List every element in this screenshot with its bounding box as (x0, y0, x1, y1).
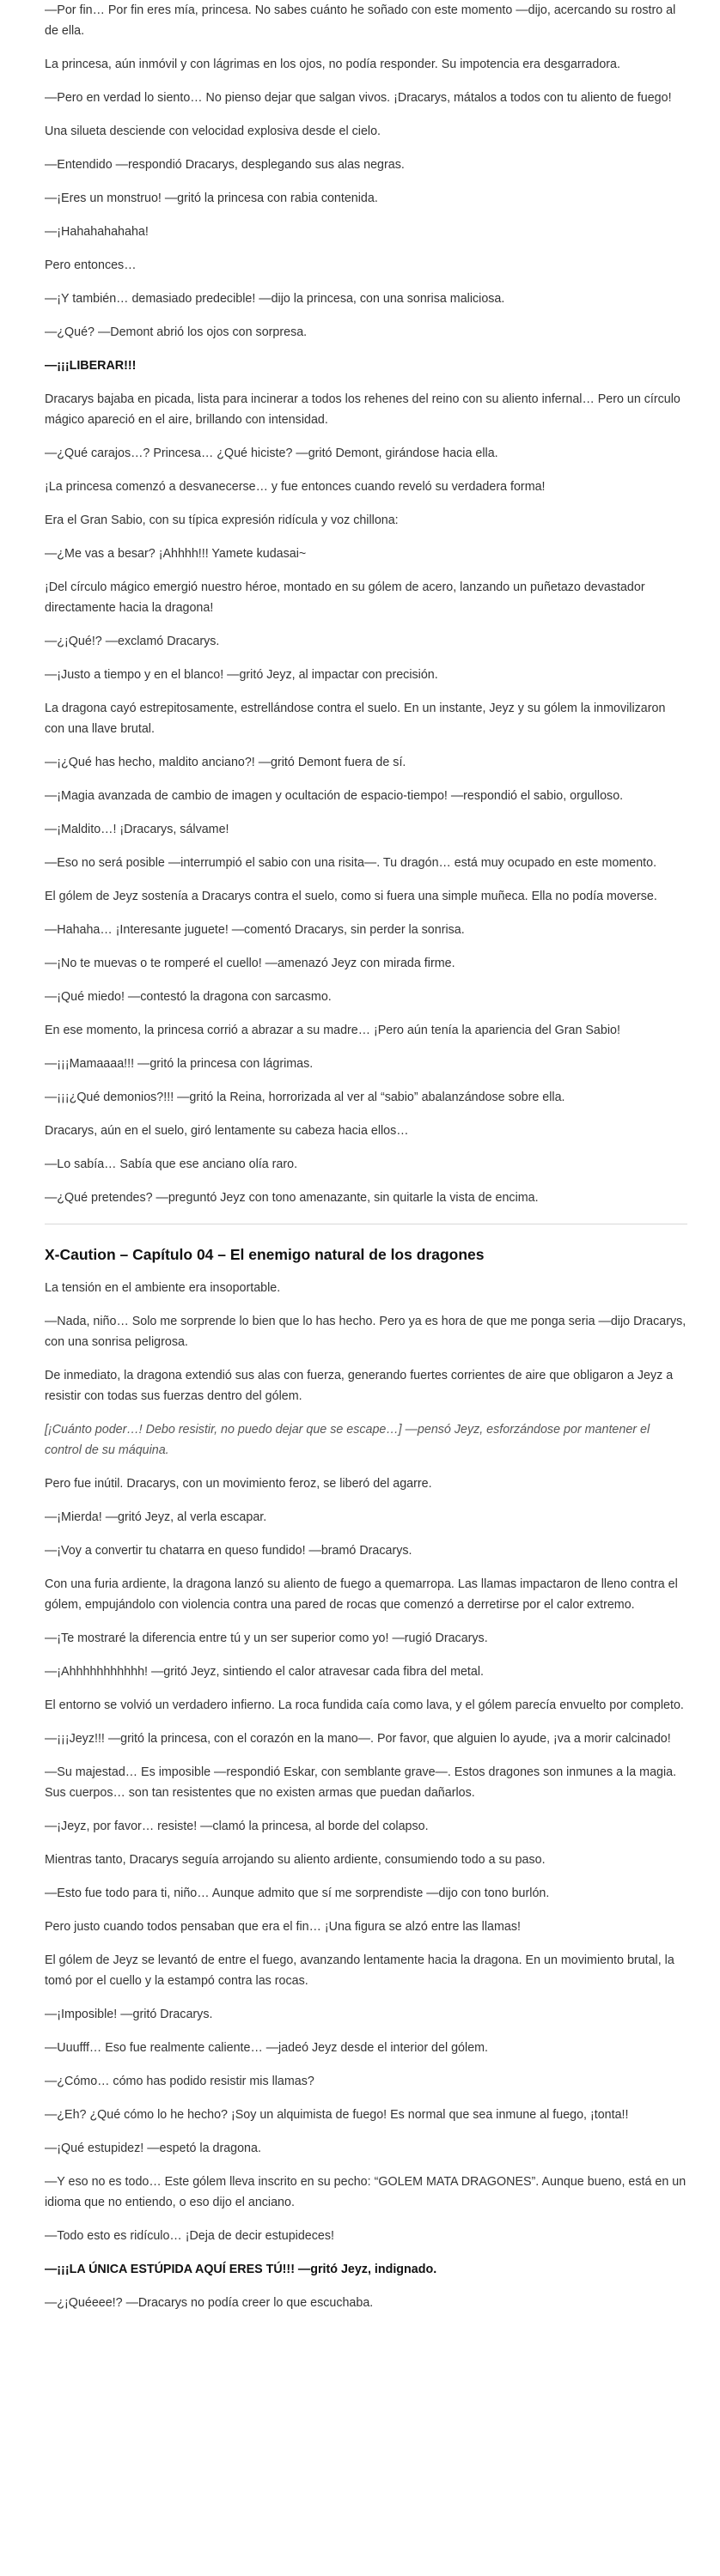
story-paragraph: —Entendido —respondió Dracarys, desplegando sus alas negras. (45, 158, 405, 172)
story-paragraph: —Hahaha… ¡Interesante juguete! —comentó Dracarys, sin perder la sonrisa. (45, 923, 465, 937)
story-paragraph: —¡¡¡¿Qué demonios?!!! —gritó la Reina, horrorizada al ver al “sabio” abalanzándose sobre ella. (45, 1091, 565, 1104)
story-paragraph: —Uuufff… Eso fue realmente caliente… —jadeó Jeyz desde el interior del gólem. (45, 2041, 489, 2055)
story-paragraph: —¡No te muevas o te romperé el cuello! —amenazó Jeyz con mirada firme. (45, 957, 455, 970)
story-paragraph: —Su majestad… Es imposible —respondió Eskar, con semblante grave—. Estos dragones son inmunes a la magia. Sus cuerpos… son tan resistentes que no existen armas que puedan dañarlos. (45, 1765, 677, 1800)
story-paragraph: —¡Imposible! —gritó Dracarys. (45, 2008, 213, 2021)
story-paragraph: —¡Maldito…! ¡Dracarys, sálvame! (45, 823, 229, 836)
story-paragraph: El gólem de Jeyz se levantó de entre el fuego, avanzando lentamente hacia la dragona. En un movimiento brutal, la tomó por el cuello y la estampó contra las rocas. (45, 1953, 674, 1988)
story-paragraph: La princesa, aún inmóvil y con lágrimas en los ojos, no podía responder. Su impotencia era desgarradora. (45, 58, 620, 71)
story-paragraph: —¡Voy a convertir tu chatarra en queso fundido! —bramó Dracarys. (45, 1544, 412, 1558)
story-paragraph: —Por fin… Por fin eres mía, princesa. No sabes cuánto he soñado con este momento —dijo, acercando su rostro al de ella. (45, 3, 676, 38)
story-paragraph: —¿Cómo… cómo has podido resistir mis llamas? (45, 2075, 314, 2088)
story-paragraph: —Nada, niño… Solo me sorprende lo bien que lo has hecho. Pero ya es hora de que me ponga seria —dijo Dracarys, con una sonrisa peligrosa. (45, 1315, 686, 1349)
story-paragraph: —¡Jeyz, por favor… resiste! —clamó la princesa, al borde del colapso. (45, 1820, 429, 1833)
story-paragraph: —¡¡¡Jeyz!!! —gritó la princesa, con el corazón en la mano—. Por favor, que alguien lo ayude, ¡va a morir calcinado! (45, 1732, 671, 1746)
article-body (45, 0, 687, 2326)
story-paragraph: —¿Qué carajos…? Princesa… ¿Qué hiciste? —gritó Demont, girándose hacia ella. (45, 447, 498, 460)
story-paragraph: —¡¡¡LIBERAR!!! (45, 359, 137, 373)
story-paragraph: De inmediato, la dragona extendió sus alas con fuerza, generando fuertes corrientes de aire que obligaron a Jeyz a resistir con todas sus fuerzas dentro del gólem. (45, 1369, 674, 1403)
story-paragraph: —¿¡Qué!? —exclamó Dracarys. (45, 635, 220, 648)
story-paragraph: Pero fue inútil. Dracarys, con un movimiento feroz, se liberó del agarre. (45, 1477, 432, 1491)
story-paragraph: ¡La princesa comenzó a desvanecerse… y fue entonces cuando reveló su verdadera forma! (45, 480, 546, 494)
story-paragraph: —¡Y también… demasiado predecible! —dijo la princesa, con una sonrisa maliciosa. (45, 292, 505, 306)
story-paragraph: —¡¡¡Mamaaaa!!! —gritó la princesa con lágrimas. (45, 1057, 314, 1071)
story-paragraph: —Y eso no es todo… Este gólem lleva inscrito en su pecho: “GOLEM MATA DRAGONES”. Aunque bueno, está en un idioma que no entiendo, o eso dijo el anciano. (45, 2175, 686, 2209)
chapter-title: X-Caution – Capítulo 04 – El enemigo natural de los dragones (45, 1246, 485, 1263)
story-paragraph: Una silueta desciende con velocidad explosiva desde el cielo. (45, 125, 381, 138)
story-paragraph: —¿¡Quéeee!? —Dracarys no podía creer lo que escuchaba. (45, 2296, 374, 2310)
story-paragraph: La dragona cayó estrepitosamente, estrellándose contra el suelo. En un instante, Jeyz y su gólem la inmovilizaron con una llave brutal. (45, 702, 666, 736)
story-paragraph: Con una furia ardiente, la dragona lanzó su aliento de fuego a quemarropa. Las llamas impactaron de lleno contra el gólem, empujándolo con violencia contra una pared de rocas que comenzó a derretirse por el calor extremo. (45, 1577, 678, 1612)
story-paragraph: El gólem de Jeyz sostenía a Dracarys contra el suelo, como si fuera una simple muñeca. Ella no podía moverse. (45, 890, 657, 903)
story-paragraph: La tensión en el ambiente era insoportable. (45, 1281, 281, 1295)
story-paragraph: —¡Justo a tiempo y en el blanco! —gritó Jeyz, al impactar con precisión. (45, 668, 438, 682)
story-paragraph: Mientras tanto, Dracarys seguía arrojando su aliento ardiente, consumiendo todo a su paso. (45, 1853, 546, 1867)
story-paragraph: —Todo esto es ridículo… ¡Deja de decir estupideces! (45, 2229, 334, 2243)
story-paragraph: —¡¡¡LA ÚNICA ESTÚPIDA AQUÍ ERES TÚ!!! —gritó Jeyz, indignado. (45, 2263, 437, 2276)
story-paragraph: —¡Qué miedo! —contestó la dragona con sarcasmo. (45, 990, 332, 1004)
story-paragraph: —¡Eres un monstruo! —gritó la princesa con rabia contenida. (45, 191, 378, 205)
story-section-two (45, 1278, 687, 2313)
story-paragraph: Dracarys, aún en el suelo, giró lentamente su cabeza hacia ellos… (45, 1124, 409, 1138)
story-paragraph: —¡Mierda! —gritó Jeyz, al verla escapar. (45, 1510, 267, 1524)
story-paragraph: —Esto fue todo para ti, niño… Aunque admito que sí me sorprendiste —dijo con tono burlón. (45, 1886, 550, 1900)
story-paragraph: Dracarys bajaba en picada, lista para incinerar a todos los rehenes del reino con su aliento infernal… Pero un círculo mágico apareció en el aire, brillando con intensidad. (45, 392, 680, 427)
story-paragraph: Era el Gran Sabio, con su típica expresión ridícula y voz chillona: (45, 513, 399, 527)
story-paragraph: —¡Ahhhhhhhhhhh! —gritó Jeyz, sintiendo el calor atravesar cada fibra del metal. (45, 1665, 484, 1679)
story-paragraph: —¿Me vas a besar? ¡Ahhhh!!! Yamete kudasai~ (45, 547, 307, 561)
story-paragraph: En ese momento, la princesa corrió a abrazar a su madre… ¡Pero aún tenía la apariencia del Gran Sabio! (45, 1024, 620, 1037)
story-paragraph: —¡Qué estupidez! —espetó la dragona. (45, 2142, 261, 2155)
story-paragraph: ¡Del círculo mágico emergió nuestro héroe, montado en su gólem de acero, lanzando un puñetazo devastador directamente hacia la dragona! (45, 580, 645, 615)
story-section-one (45, 0, 687, 1208)
story-paragraph: —Lo sabía… Sabía que ese anciano olía raro. (45, 1157, 298, 1171)
story-paragraph: —Eso no será posible —interrumpió el sabio con una risita—. Tu dragón… está muy ocupado en este momento. (45, 856, 657, 870)
story-paragraph: —¿Qué pretendes? —preguntó Jeyz con tono amenazante, sin quitarle la vista de encima. (45, 1191, 539, 1205)
story-paragraph: [¡Cuánto poder…! Debo resistir, no puedo dejar que se escape…] —pensó Jeyz, esforzándose por mantener el control de su máquina. (45, 1423, 650, 1457)
story-paragraph: —Pero en verdad lo siento… No pienso dejar que salgan vivos. ¡Dracarys, mátalos a todos con tu aliento de fuego! (45, 91, 672, 105)
story-paragraph: —¡¿Qué has hecho, maldito anciano?! —gritó Demont fuera de sí. (45, 756, 406, 769)
story-paragraph: —¿Eh? ¿Qué cómo lo he hecho? ¡Soy un alquimista de fuego! Es normal que sea inmune al fuego, ¡tonta!! (45, 2108, 629, 2122)
story-paragraph: —¡Te mostraré la diferencia entre tú y un ser superior como yo! —rugió Dracarys. (45, 1631, 488, 1645)
story-paragraph: Pero justo cuando todos pensaban que era el fin… ¡Una figura se alzó entre las llamas! (45, 1920, 521, 1934)
story-paragraph: El entorno se volvió un verdadero infierno. La roca fundida caía como lava, y el gólem parecía envuelto por completo. (45, 1698, 684, 1712)
story-paragraph: —¡Hahahahahaha! (45, 225, 149, 239)
story-paragraph: —¡Magia avanzada de cambio de imagen y ocultación de espacio-tiempo! —respondió el sabio, orgulloso. (45, 789, 624, 803)
story-paragraph: Pero entonces… (45, 258, 137, 272)
story-paragraph: —¿Qué? —Demont abrió los ojos con sorpresa. (45, 325, 308, 339)
